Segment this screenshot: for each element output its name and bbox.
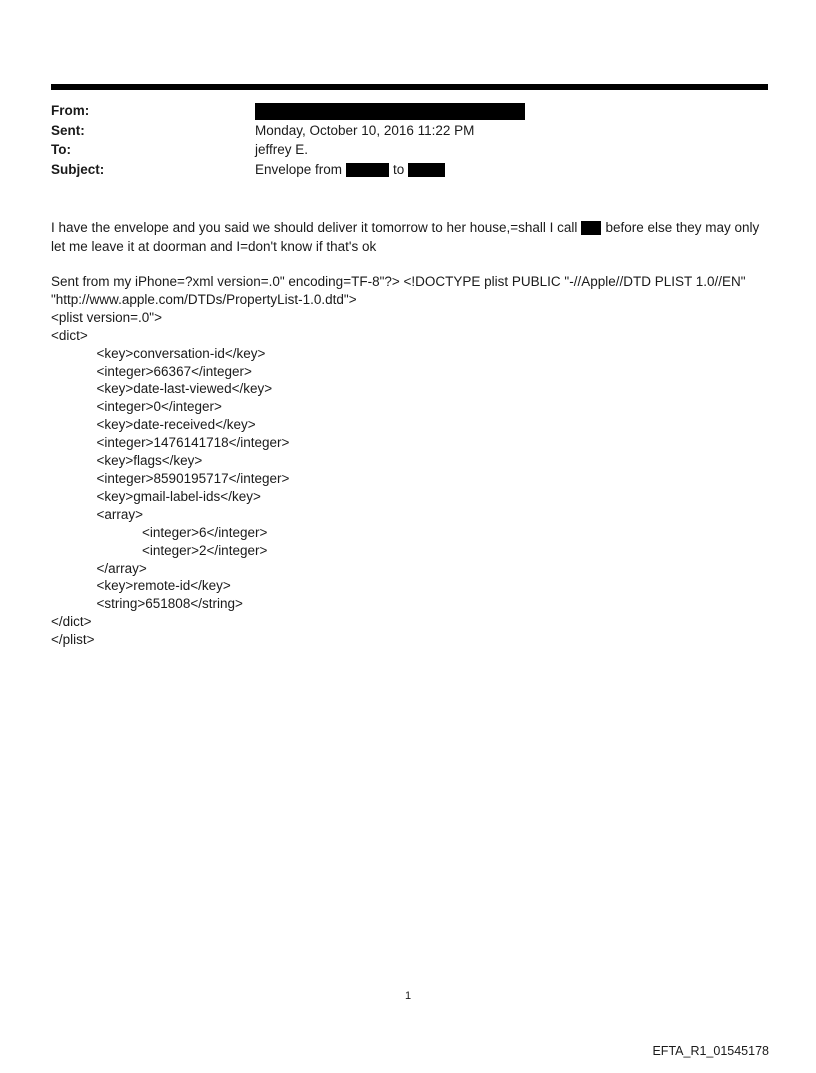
bates-number: EFTA_R1_01545178 (652, 1044, 769, 1058)
page-number: 1 (404, 990, 412, 1002)
email-body-paragraph (51, 219, 768, 256)
subject-value (255, 160, 449, 180)
plist-line: </dict> (51, 614, 92, 630)
plist-line: <key>gmail-label-ids</key> (96, 488, 261, 504)
plist-line: <array> (96, 506, 144, 522)
plist-line: <key>flags</key> (96, 453, 203, 469)
to-value: jeffrey E. (255, 142, 309, 157)
plist-line: <integer>1476141718</integer> (96, 435, 290, 451)
redaction-bar-subject-2 (408, 163, 445, 177)
plist-line: <integer>8590195717</integer> (96, 470, 290, 486)
plist-line: </plist> (51, 632, 95, 648)
plist-line: <integer>2</integer> (142, 542, 268, 558)
plist-line: </array> (96, 560, 147, 576)
sent-label: Sent: (51, 122, 85, 138)
plist-line: <integer>6</integer> (142, 524, 268, 540)
plist-line: <key>date-last-viewed</key> (96, 381, 273, 397)
plist-line: <integer>66367</integer> (96, 363, 252, 379)
plist-line: <dict> (51, 327, 88, 343)
header-divider-rule (51, 84, 768, 90)
plist-line: <string>651808</string> (96, 596, 243, 612)
redaction-bar-subject-1 (346, 163, 389, 177)
redaction-bar-body (581, 221, 601, 235)
sent-value: Monday, October 10, 2016 11:22 PM (255, 122, 475, 138)
body-text-after: before else they may only let me leave it at doorman and I=don't know if that's ok (51, 220, 760, 254)
header-row-sent (51, 121, 768, 141)
header-row-to (51, 140, 768, 160)
from-value (255, 101, 525, 121)
plist-block (51, 273, 768, 649)
plist-line: "http://www.apple.com/DTDs/PropertyList-1.0.dtd"> (51, 291, 357, 307)
to-label: To: (51, 142, 71, 157)
plist-line: <integer>0</integer> (96, 399, 222, 415)
from-label: From: (51, 103, 90, 118)
plist-line: <key>remote-id</key> (96, 578, 231, 594)
subject-text-prefix: Envelope from (255, 161, 343, 177)
header-row-subject (51, 160, 768, 180)
body-text-before: I have the envelope and you said we should deliver it tomorrow to her house,=shall I call (51, 220, 578, 235)
subject-label: Subject: (51, 161, 105, 177)
header-row-from (51, 101, 768, 121)
subject-text-middle: to (393, 161, 405, 177)
redaction-bar-from (255, 103, 525, 120)
plist-line: <plist version=.0"> (51, 309, 162, 325)
plist-line: <key>date-received</key> (96, 417, 256, 433)
plist-line: Sent from my iPhone=?xml version=.0" encoding=TF-8"?> <!DOCTYPE plist PUBLIC "-//Apple//DTD PLIST 1.0//EN" (51, 274, 746, 289)
plist-line: <key>conversation-id</key> (96, 345, 266, 361)
